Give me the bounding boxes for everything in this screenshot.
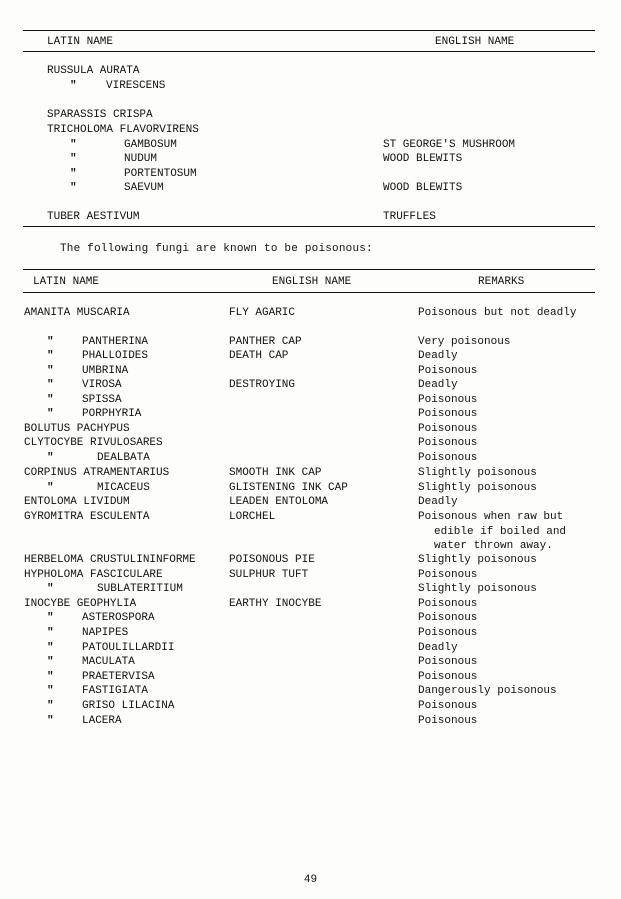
latin-name: PRAETERVISA xyxy=(82,671,155,683)
table1-header-english: ENGLISH NAME xyxy=(435,36,515,48)
remarks: Poisonous xyxy=(418,612,478,624)
latin-name: VIRESCENS xyxy=(106,80,166,92)
remarks: Slightly poisonous xyxy=(418,583,537,595)
english-name: WOOD BLEWITS xyxy=(383,182,463,194)
ditto-mark: " xyxy=(47,583,54,595)
remarks: Deadly xyxy=(418,496,458,508)
remarks: Poisonous xyxy=(418,569,478,581)
latin-name: CORPINUS ATRAMENTARIUS xyxy=(24,467,170,479)
latin-name: INOCYBE GEOPHYLIA xyxy=(24,598,137,610)
table1-row xyxy=(0,123,621,138)
table2-row xyxy=(0,422,621,437)
english-name: SULPHUR TUFT xyxy=(229,569,309,581)
latin-name: MACULATA xyxy=(82,656,135,668)
table1-row xyxy=(0,64,621,79)
ditto-mark: " xyxy=(47,685,54,697)
english-name: EARTHY INOCYBE xyxy=(229,598,322,610)
latin-name: TRICHOLOMA FLAVORVIRENS xyxy=(47,124,199,136)
table2-row-continuation xyxy=(0,525,621,540)
remarks: Very poisonous xyxy=(418,336,511,348)
table2-row xyxy=(0,670,621,685)
latin-name: HERBELOMA CRUSTULININFORME xyxy=(24,554,196,566)
latin-name: FASTIGIATA xyxy=(82,685,149,697)
latin-name: PHALLOIDES xyxy=(82,350,149,362)
latin-name: NUDUM xyxy=(124,153,158,165)
table2-row xyxy=(0,597,621,612)
table2-row xyxy=(0,568,621,583)
table2-top-rule xyxy=(23,269,595,270)
latin-name: UMBRINA xyxy=(82,365,129,377)
ditto-mark: " xyxy=(47,379,54,391)
ditto-mark: " xyxy=(47,671,54,683)
latin-name: BOLUTUS PACHYPUS xyxy=(24,423,130,435)
remarks: Dangerously poisonous xyxy=(418,685,557,697)
table1-row xyxy=(0,138,621,153)
remarks: Poisonous xyxy=(418,452,478,464)
english-name: WOOD BLEWITS xyxy=(383,153,463,165)
table2-header-remarks: REMARKS xyxy=(478,276,525,288)
ditto-mark: " xyxy=(70,139,77,151)
page-number: 49 xyxy=(303,874,318,886)
table2-row xyxy=(0,436,621,451)
remarks: Poisonous xyxy=(418,365,478,377)
latin-name: VIROSA xyxy=(82,379,122,391)
latin-name: PATOULILLARDII xyxy=(82,642,175,654)
ditto-mark: " xyxy=(47,715,54,727)
table2-header-latin: LATIN NAME xyxy=(33,276,100,288)
ditto-mark: " xyxy=(47,452,54,464)
ditto-mark: " xyxy=(70,153,77,165)
table1-row xyxy=(0,181,621,196)
english-name: LORCHEL xyxy=(229,511,276,523)
ditto-mark: " xyxy=(47,408,54,420)
table2-row xyxy=(0,349,621,364)
table2-row xyxy=(0,684,621,699)
english-name: FLY AGARIC xyxy=(229,307,296,319)
ditto-mark: " xyxy=(47,394,54,406)
latin-name: MICACEUS xyxy=(97,482,150,494)
ditto-mark: " xyxy=(70,182,77,194)
table1-row xyxy=(0,152,621,167)
remarks: Poisonous when raw but xyxy=(418,511,564,523)
latin-name: AMANITA MUSCARIA xyxy=(24,307,130,319)
latin-name: CLYTOCYBE RIVULOSARES xyxy=(24,437,163,449)
table1-top-rule xyxy=(23,30,595,31)
ditto-mark: " xyxy=(47,365,54,377)
table2-row xyxy=(0,655,621,670)
english-name: TRUFFLES xyxy=(383,211,436,223)
table2-row xyxy=(0,611,621,626)
remarks-continuation: water thrown away. xyxy=(434,540,553,553)
latin-name: GYROMITRA ESCULENTA xyxy=(24,511,150,523)
remarks-continuation: edible if boiled and xyxy=(434,525,567,538)
table2-row xyxy=(0,451,621,466)
remarks: Poisonous xyxy=(418,408,478,420)
table2-row xyxy=(0,495,621,510)
ditto-mark: " xyxy=(47,612,54,624)
table2-row xyxy=(0,481,621,496)
remarks: Poisonous xyxy=(418,627,478,639)
remarks: Poisonous but not deadly xyxy=(418,307,577,319)
english-name: DESTROYING xyxy=(229,379,296,391)
ditto-mark: " xyxy=(70,168,77,180)
latin-name: TUBER AESTIVUM xyxy=(47,211,140,223)
table2-row xyxy=(0,582,621,597)
intro-sentence: The following fungi are known to be poisonous: xyxy=(60,243,373,255)
table2-row xyxy=(0,626,621,641)
table2-row xyxy=(0,335,621,350)
table2-row xyxy=(0,699,621,714)
latin-name: HYPHOLOMA FASCICULARE xyxy=(24,569,163,581)
remarks: Poisonous xyxy=(418,715,478,727)
table2-row xyxy=(0,510,621,525)
latin-name: NAPIPES xyxy=(82,627,129,639)
ditto-mark: " xyxy=(70,80,77,92)
table2-row xyxy=(0,641,621,656)
remarks: Poisonous xyxy=(418,598,478,610)
latin-name: PANTHERINA xyxy=(82,336,149,348)
table1-row xyxy=(0,210,621,225)
remarks: Deadly xyxy=(418,642,458,654)
table1-header-latin: LATIN NAME xyxy=(47,36,114,48)
table2-row xyxy=(0,306,621,321)
english-name: ST GEORGE'S MUSHROOM xyxy=(383,139,516,151)
table2-row-continuation xyxy=(0,539,621,554)
latin-name: SPARASSIS CRISPA xyxy=(47,109,153,121)
remarks: Deadly xyxy=(418,379,458,391)
latin-name: GRISO LILACINA xyxy=(82,700,175,712)
table2-row xyxy=(0,378,621,393)
ditto-mark: " xyxy=(47,336,54,348)
latin-name: SUBLATERITIUM xyxy=(97,583,183,595)
ditto-mark: " xyxy=(47,627,54,639)
table2-row xyxy=(0,714,621,729)
latin-name: SAEVUM xyxy=(124,182,164,194)
english-name: PANTHER CAP xyxy=(229,336,302,348)
remarks: Slightly poisonous xyxy=(418,467,537,479)
remarks: Poisonous xyxy=(418,394,478,406)
table2-header-english: ENGLISH NAME xyxy=(272,276,352,288)
table2-row xyxy=(0,364,621,379)
ditto-mark: " xyxy=(47,642,54,654)
latin-name: PORPHYRIA xyxy=(82,408,142,420)
table1-bottom-rule xyxy=(23,226,595,227)
remarks: Poisonous xyxy=(418,437,478,449)
english-name: DEATH CAP xyxy=(229,350,289,362)
remarks: Slightly poisonous xyxy=(418,554,537,566)
remarks: Deadly xyxy=(418,350,458,362)
latin-name: PORTENTOSUM xyxy=(124,168,197,180)
ditto-mark: " xyxy=(47,350,54,362)
table2-row xyxy=(0,553,621,568)
ditto-mark: " xyxy=(47,700,54,712)
latin-name: ASTEROSPORA xyxy=(82,612,155,624)
latin-name: RUSSULA AURATA xyxy=(47,65,140,77)
latin-name: ENTOLOMA LIVIDUM xyxy=(24,496,130,508)
remarks: Poisonous xyxy=(418,671,478,683)
english-name: POISONOUS PIE xyxy=(229,554,315,566)
remarks: Poisonous xyxy=(418,656,478,668)
table1-row xyxy=(0,79,621,94)
remarks: Poisonous xyxy=(418,700,478,712)
table1-row xyxy=(0,167,621,182)
remarks: Poisonous xyxy=(418,423,478,435)
ditto-mark: " xyxy=(47,656,54,668)
table2-row xyxy=(0,407,621,422)
remarks: Slightly poisonous xyxy=(418,482,537,494)
latin-name: LACERA xyxy=(82,715,122,727)
latin-name: SPISSA xyxy=(82,394,122,406)
table2-row xyxy=(0,466,621,481)
table1-header-rule xyxy=(23,51,595,52)
ditto-mark: " xyxy=(47,482,54,494)
latin-name: GAMBOSUM xyxy=(124,139,177,151)
table2-row xyxy=(0,393,621,408)
english-name: SMOOTH INK CAP xyxy=(229,467,322,479)
english-name: LEADEN ENTOLOMA xyxy=(229,496,329,508)
english-name: GLISTENING INK CAP xyxy=(229,482,348,494)
latin-name: DEALBATA xyxy=(97,452,150,464)
table2-header-rule xyxy=(23,292,595,293)
table1-row xyxy=(0,108,621,123)
